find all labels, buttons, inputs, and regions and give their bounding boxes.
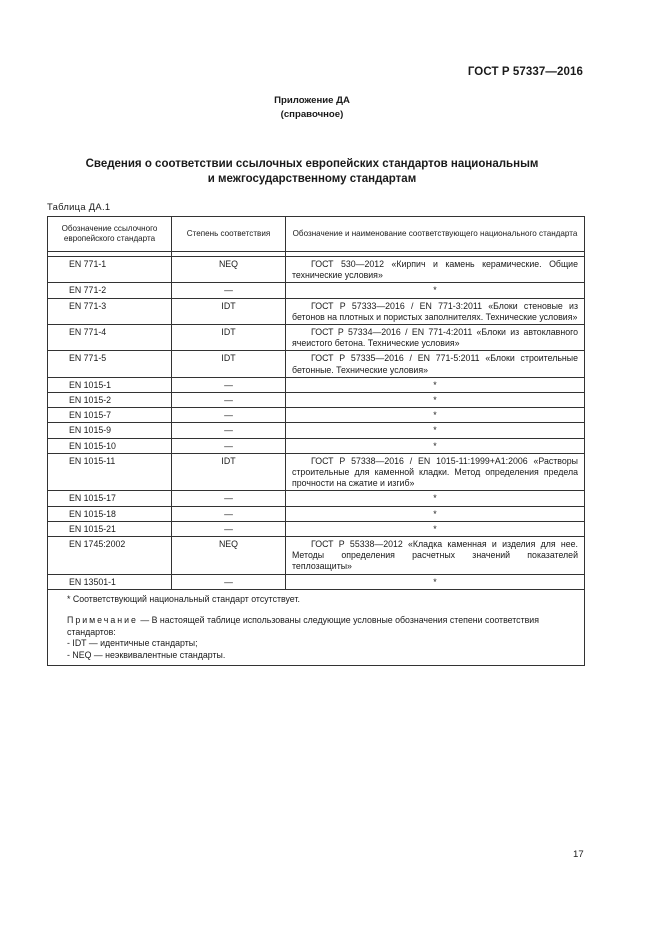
cell-reference: EN 771-3 [48, 298, 172, 324]
cell-national: * [286, 423, 585, 438]
section-title-line-1: Сведения о соответствии ссылочных европейских стандартов национальным [85, 158, 539, 170]
cell-reference: EN 1015-18 [48, 506, 172, 521]
cell-national: ГОСТ Р 57338—2016 / EN 1015-11:1999+A1:2006 «Растворы строительные для каменной кладки. Метод определения предела прочности на сжатие и изгиб» [286, 453, 585, 491]
cell-degree: — [172, 393, 286, 408]
table-row [48, 438, 585, 453]
cell-national: ГОСТ Р 57335—2016 / EN 771-5:2011 «Блоки строительные бетонные. Технические условия» [286, 351, 585, 377]
cell-national: * [286, 438, 585, 453]
cell-reference: EN 771-4 [48, 325, 172, 351]
cell-national: * [286, 574, 585, 589]
cell-national: * [286, 377, 585, 392]
cell-reference: EN 1745:2002 [48, 537, 172, 575]
table-row [48, 491, 585, 506]
cell-national: * [286, 393, 585, 408]
note-lead: Примечание [67, 615, 138, 626]
cell-national: * [286, 506, 585, 521]
header-degree: Степень соответствия [172, 217, 286, 252]
header-reference-standard: Обозначение ссылочного европейского стандарта [48, 217, 172, 252]
cell-degree: — [172, 506, 286, 521]
cell-reference: EN 771-1 [48, 257, 172, 283]
cell-national: ГОСТ Р 57334—2016 / EN 771-4:2011 «Блоки из автоклавного ячеистого бетона. Технические условия» [286, 325, 585, 351]
correspondence-table [47, 216, 585, 666]
table-header-row [48, 217, 585, 252]
cell-degree: — [172, 408, 286, 423]
page-number: 17 [573, 849, 584, 860]
cell-degree: NEQ [172, 257, 286, 283]
appendix-heading [0, 94, 624, 122]
table-label: Таблица ДА.1 [47, 201, 111, 212]
note-text: — В настоящей таблице использованы следующие условные обозначения степени соответствия стандартов: [67, 615, 539, 637]
table-row [48, 423, 585, 438]
cell-national: * [286, 283, 585, 298]
cell-national: * [286, 491, 585, 506]
table-row [48, 298, 585, 324]
table-row [48, 351, 585, 377]
appendix-subtitle: (справочное) [280, 109, 344, 120]
cell-reference: EN 1015-1 [48, 377, 172, 392]
cell-reference: EN 1015-7 [48, 408, 172, 423]
note-item-neq: - NEQ — неэквивалентные стандарты. [67, 649, 226, 660]
table-row [48, 453, 585, 491]
cell-national: * [286, 408, 585, 423]
cell-reference: EN 1015-9 [48, 423, 172, 438]
cell-reference: EN 1015-10 [48, 438, 172, 453]
table-row [48, 506, 585, 521]
correspondence-table-wrapper [47, 216, 584, 666]
cell-degree: — [172, 438, 286, 453]
note-item-idt: - IDT — идентичные стандарты; [67, 638, 198, 649]
cell-reference: EN 1015-11 [48, 453, 172, 491]
table-row [48, 325, 585, 351]
cell-reference: EN 771-5 [48, 351, 172, 377]
table-row [48, 574, 585, 589]
table-row [48, 408, 585, 423]
cell-national: ГОСТ Р 55338—2012 «Кладка каменная и изделия для нее. Методы определения расчетных значений показателей теплозащиты» [286, 537, 585, 575]
cell-reference: EN 1015-17 [48, 491, 172, 506]
table-row [48, 377, 585, 392]
section-title [0, 157, 624, 187]
cell-reference: EN 771-2 [48, 283, 172, 298]
cell-degree: IDT [172, 325, 286, 351]
footnote: * Соответствующий национальный стандарт отсутствует. [67, 593, 300, 604]
cell-degree: IDT [172, 453, 286, 491]
note [67, 615, 578, 638]
cell-degree: — [172, 377, 286, 392]
cell-national: ГОСТ 530—2012 «Кирпич и камень керамические. Общие технические условия» [286, 257, 585, 283]
cell-reference: EN 1015-2 [48, 393, 172, 408]
cell-degree: — [172, 574, 286, 589]
cell-degree: — [172, 283, 286, 298]
appendix-title: Приложение ДА [274, 95, 350, 106]
table-row [48, 537, 585, 575]
table-body [48, 252, 585, 590]
cell-degree: — [172, 423, 286, 438]
table-row [48, 393, 585, 408]
cell-degree: IDT [172, 298, 286, 324]
cell-reference: EN 13501-1 [48, 574, 172, 589]
cell-degree: — [172, 491, 286, 506]
document-header: ГОСТ Р 57337—2016 [467, 66, 583, 78]
cell-national: * [286, 521, 585, 536]
table-row [48, 257, 585, 283]
cell-national: ГОСТ Р 57333—2016 / EN 771-3:2011 «Блоки стеновые из бетонов на плотных и пористых заполнителях. Технические условия» [286, 298, 585, 324]
header-national-standard: Обозначение и наименование соответствующего национального стандарта [286, 217, 585, 252]
table-row [48, 283, 585, 298]
table-notes-row [48, 589, 585, 666]
table-row [48, 521, 585, 536]
cell-degree: — [172, 521, 286, 536]
cell-reference: EN 1015-21 [48, 521, 172, 536]
cell-degree: NEQ [172, 537, 286, 575]
table-notes [48, 589, 585, 666]
cell-degree: IDT [172, 351, 286, 377]
section-title-line-2: и межгосударственному стандартам [207, 173, 417, 185]
